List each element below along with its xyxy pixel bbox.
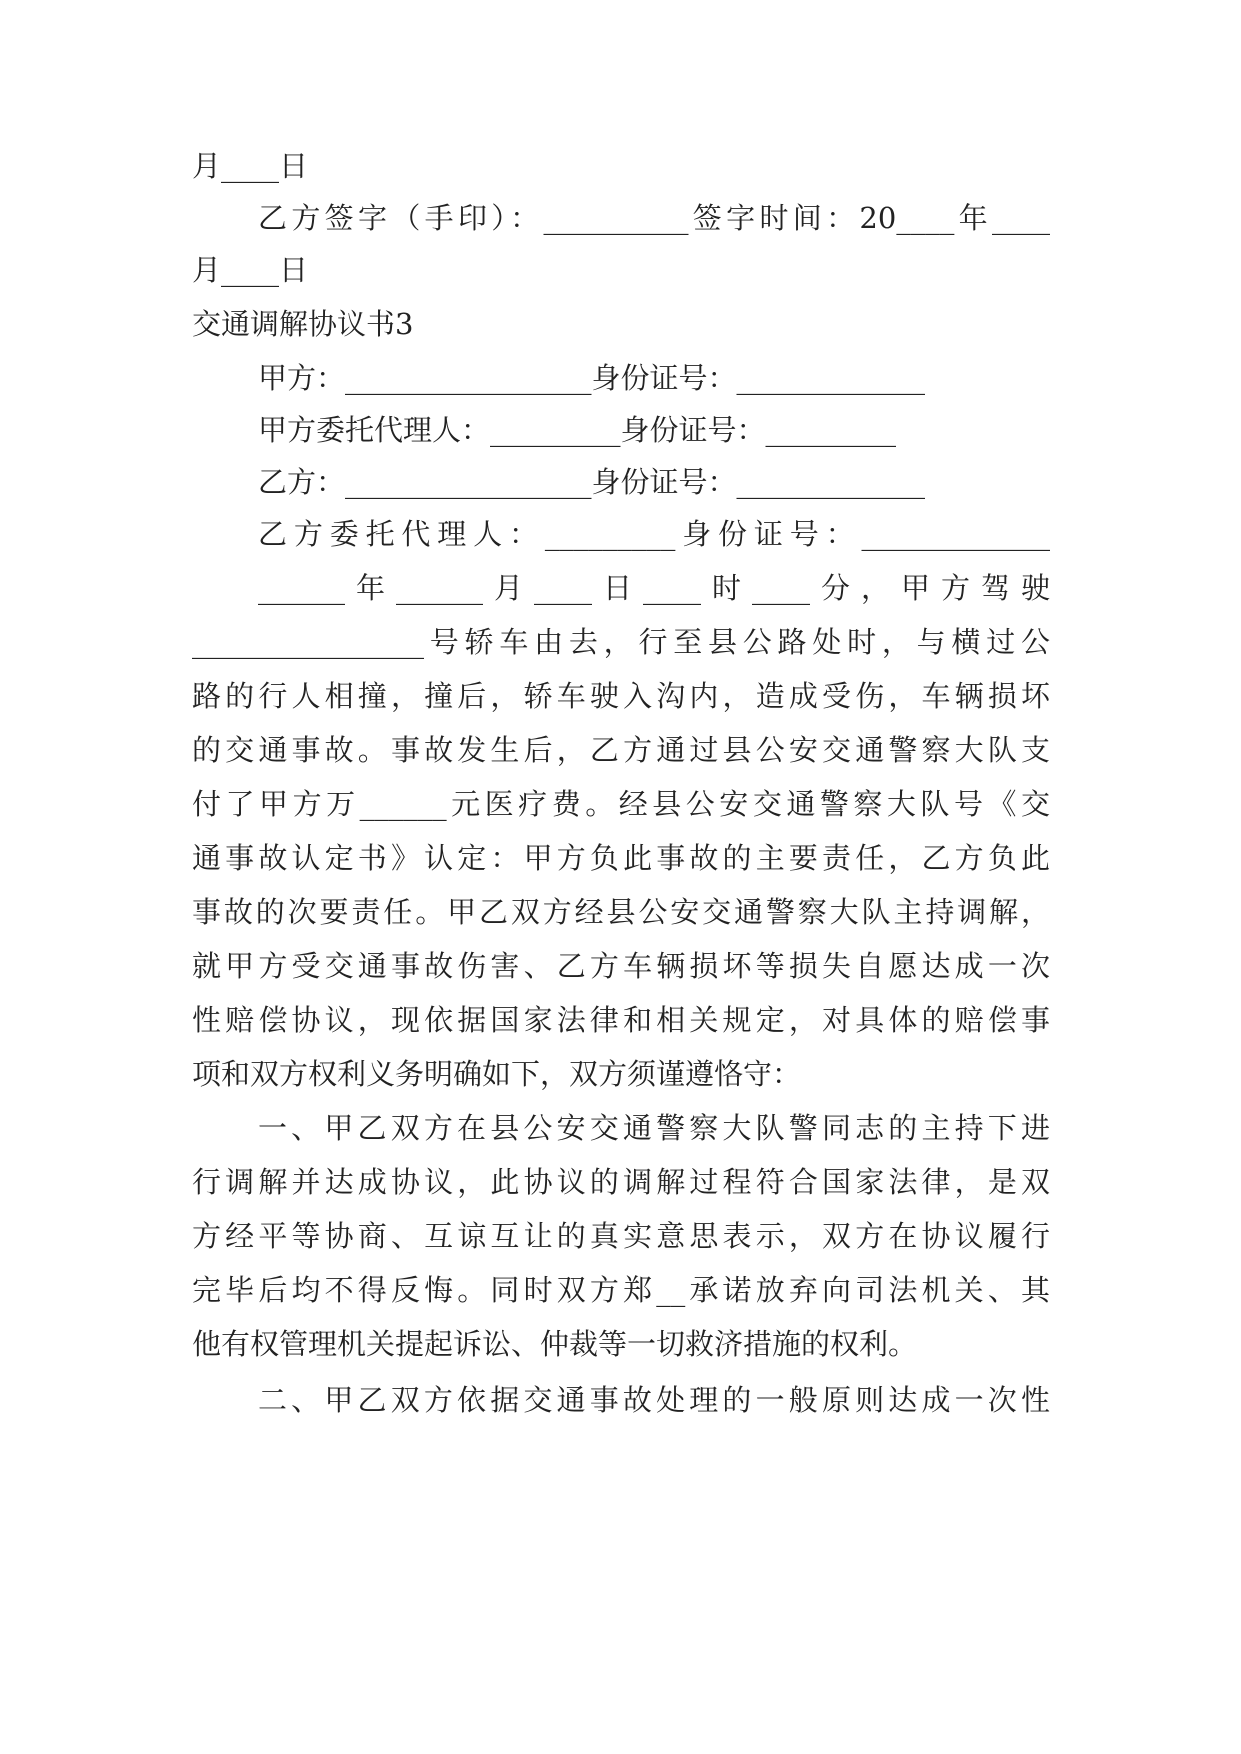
section-title: 交通调解协议书3 bbox=[192, 307, 414, 341]
date-line-continuation: 月____日 bbox=[192, 253, 309, 287]
clause-line: 一、甲乙双方在县公安交通警察大队警同志的主持下进 bbox=[258, 1111, 1050, 1145]
date-line-continuation: 月____日 bbox=[192, 149, 309, 183]
party-a-agent-field: 甲方委托代理人：_________身份证号：_________ bbox=[258, 413, 897, 447]
paragraph-line: 通事故认定书》认定：甲方负此事故的主要责任，乙方负此 bbox=[192, 841, 1050, 875]
paragraph-line: 性赔偿协议，现依据国家法律和相关规定，对具体的赔偿事 bbox=[192, 1003, 1050, 1037]
paragraph-line: ________________号轿车由去，行至县公路处时，与横过公 bbox=[192, 625, 1050, 659]
paragraph-line: 的交通事故。事故发生后，乙方通过县公安交通警察大队支 bbox=[192, 733, 1050, 767]
party-b-agent-field: 乙方委托代理人：_________身份证号：_____________ bbox=[258, 517, 1050, 551]
paragraph-line: 付了甲方万______元医疗费。经县公安交通警察大队号《交 bbox=[192, 787, 1050, 821]
clause-line: 方经平等协商、互谅互让的真实意思表示，双方在协议履行 bbox=[192, 1219, 1050, 1253]
paragraph-line: 路的行人相撞，撞后，轿车驶入沟内，造成受伤，车辆损坏 bbox=[192, 679, 1050, 713]
party-a-field: 甲方：_________________身份证号：_____________ bbox=[258, 361, 926, 395]
clause-line: 行调解并达成协议，此协议的调解过程符合国家法律，是双 bbox=[192, 1165, 1050, 1199]
clause-line: 完毕后均不得反悔。同时双方郑__承诺放弃向司法机关、其 bbox=[192, 1273, 1050, 1307]
paragraph-line: 就甲方受交通事故伤害、乙方车辆损坏等损失自愿达成一次 bbox=[192, 949, 1050, 983]
paragraph-line: 事故的次要责任。甲乙双方经县公安交通警察大队主持调解， bbox=[192, 895, 1050, 929]
clause-line: 二、甲乙双方依据交通事故处理的一般原则达成一次性 bbox=[258, 1383, 1050, 1417]
party-b-signature-line: 乙方签字（手印）：__________签字时间：20____年____ bbox=[258, 201, 1050, 235]
party-b-field: 乙方：_________________身份证号：_____________ bbox=[258, 465, 926, 499]
clause-line: 他有权管理机关提起诉讼、仲裁等一切救济措施的权利。 bbox=[192, 1327, 918, 1361]
paragraph-line: 项和双方权利义务明确如下，双方须谨遵恪守： bbox=[192, 1057, 802, 1091]
paragraph-line: ______年______月____日____时____分，甲方驾驶 bbox=[258, 571, 1050, 605]
